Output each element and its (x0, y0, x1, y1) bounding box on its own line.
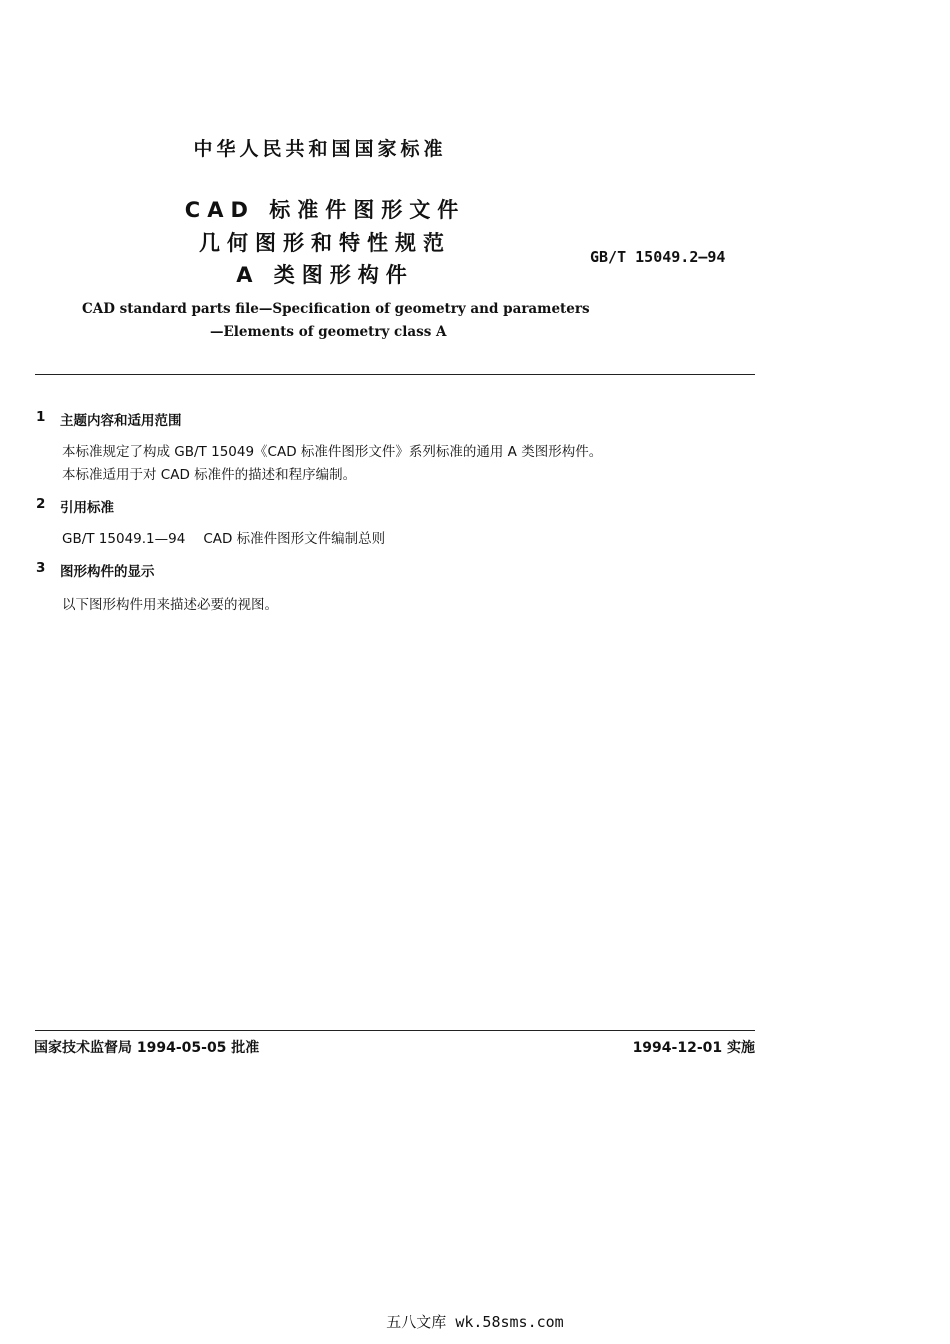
section-number: 2 (36, 496, 46, 512)
footer-divider (35, 1030, 755, 1031)
section-number: 3 (36, 560, 46, 576)
english-title-line-2: —Elements of geometry class A (210, 324, 447, 340)
section-title: 图形构件的显示 (60, 564, 155, 580)
english-title-line-1: CAD standard parts file—Specification of geometry and parameters (82, 301, 590, 317)
reference-code: GB/T 15049.1—94 (62, 531, 186, 547)
approval-date: 国家技术监督局 1994-05-05 批准 (34, 1040, 260, 1056)
section-paragraph: 本标准适用于对 CAD 标准件的描述和程序编制。 (62, 467, 357, 483)
title-line-3: A 类图形构件 (236, 263, 414, 287)
reference-name: CAD 标准件图形文件编制总则 (203, 531, 386, 547)
standard-number: GB/T 15049.2—94 (590, 248, 726, 266)
implementation-date: 1994-12-01 实施 (632, 1040, 755, 1056)
section-title: 主题内容和适用范围 (60, 413, 182, 429)
watermark-text: 五八文库 wk.58sms.com (386, 1313, 564, 1331)
country-standard-heading: 中华人民共和国国家标准 (193, 138, 447, 160)
section-paragraph: 本标准规定了构成 GB/T 15049《CAD 标准件图形文件》系列标准的通用 A 类图形构件。 (62, 444, 603, 460)
section-number: 1 (36, 409, 46, 425)
section-paragraph: 以下图形构件用来描述必要的视图。 (62, 597, 278, 613)
title-line-2: 几何图形和特性规范 (199, 231, 451, 255)
title-line-1: CAD 标准件图形文件 (184, 198, 466, 222)
header-divider (35, 374, 755, 375)
reference-entry (62, 527, 385, 547)
section-title: 引用标准 (60, 500, 114, 516)
